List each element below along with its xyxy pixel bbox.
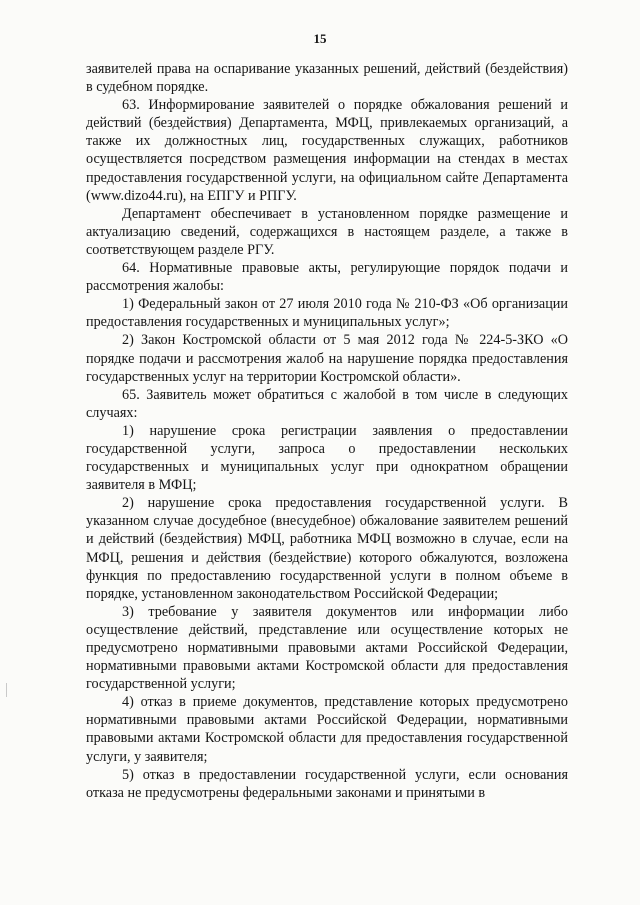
paragraph-64-item-2: 2) Закон Костромской области от 5 мая 2012 года № 224-5-ЗКО «О порядке подачи и рассмотрения жалоб на нарушение порядка предоставления государственных услуг на территории Костромской области». bbox=[86, 332, 568, 385]
paragraph-64-item-1: 1) Федеральный закон от 27 июля 2010 года № 210-ФЗ «Об организации предоставления государственных и муниципальных услуг»; bbox=[86, 296, 568, 331]
document-body bbox=[86, 60, 568, 802]
paragraph-65-item-4: 4) отказ в приеме документов, представление которых предусмотрено нормативными правовыми актами Российской Федерации, нормативными правовыми актами Костромской области для предоставления государственной услуги, у заявителя; bbox=[86, 694, 568, 765]
paragraph-continuation: заявителей права на оспаривание указанных решений, действий (бездействия) в судебном порядке. bbox=[86, 61, 568, 96]
paragraph-65-item-1: 1) нарушение срока регистрации заявления о предоставлении государственной услуги, запроса о предоставлении нескольких государственных и муниципальных услуг при однократном обращении заявителя в МФЦ; bbox=[86, 422, 568, 494]
paragraph-63: 63. Информирование заявителей о порядке обжалования решений и действий (бездействия) Департамента, МФЦ, привлекаемых организаций, а также их должностных лиц, государственных служащих, работников осуществляется посредством размещения информации на стендах в местах предоставления государственной услуги, на официальном сайте Департамента (www.dizo44.ru), на ЕПГУ и РПГУ. bbox=[86, 97, 568, 204]
paragraph-63-department: Департамент обеспечивает в установленном порядке размещение и актуализацию сведений, содержащихся в настоящем разделе, а также в соответствующем разделе РГУ. bbox=[86, 205, 568, 258]
paragraph-64: 64. Нормативные правовые акты, регулирующие порядок подачи и рассмотрения жалобы: bbox=[86, 260, 568, 295]
scan-margin-mark bbox=[6, 683, 7, 697]
paragraph-65: 65. Заявитель может обратиться с жалобой в том числе в следующих случаях: bbox=[86, 386, 568, 421]
paragraph-65-item-2: 2) нарушение срока предоставления государственной услуги. В указанном случае досудебное (внесудебное) обжалование заявителем решений и действий (бездействия) МФЦ, работника МФЦ возможно в случае, если на МФЦ, решения и действия (бездействие) которого обжалуются, возложена функция по предоставлению государственной услуги в полном объеме в порядке, установленном законодательством Российской Федерации; bbox=[86, 495, 568, 602]
page-number: 15 bbox=[313, 31, 327, 46]
paragraph-65-item-5: 5) отказ в предоставлении государственной услуги, если основания отказа не предусмотрены федеральными законами и принятыми в bbox=[86, 766, 568, 801]
paragraph-65-item-3: 3) требование у заявителя документов или информации либо осуществление действий, представление или осуществление которых не предусмотрено нормативными правовыми актами Российской Федерации, нормативными правовыми актами Костромской области для предоставления государственной услуги; bbox=[86, 603, 568, 693]
